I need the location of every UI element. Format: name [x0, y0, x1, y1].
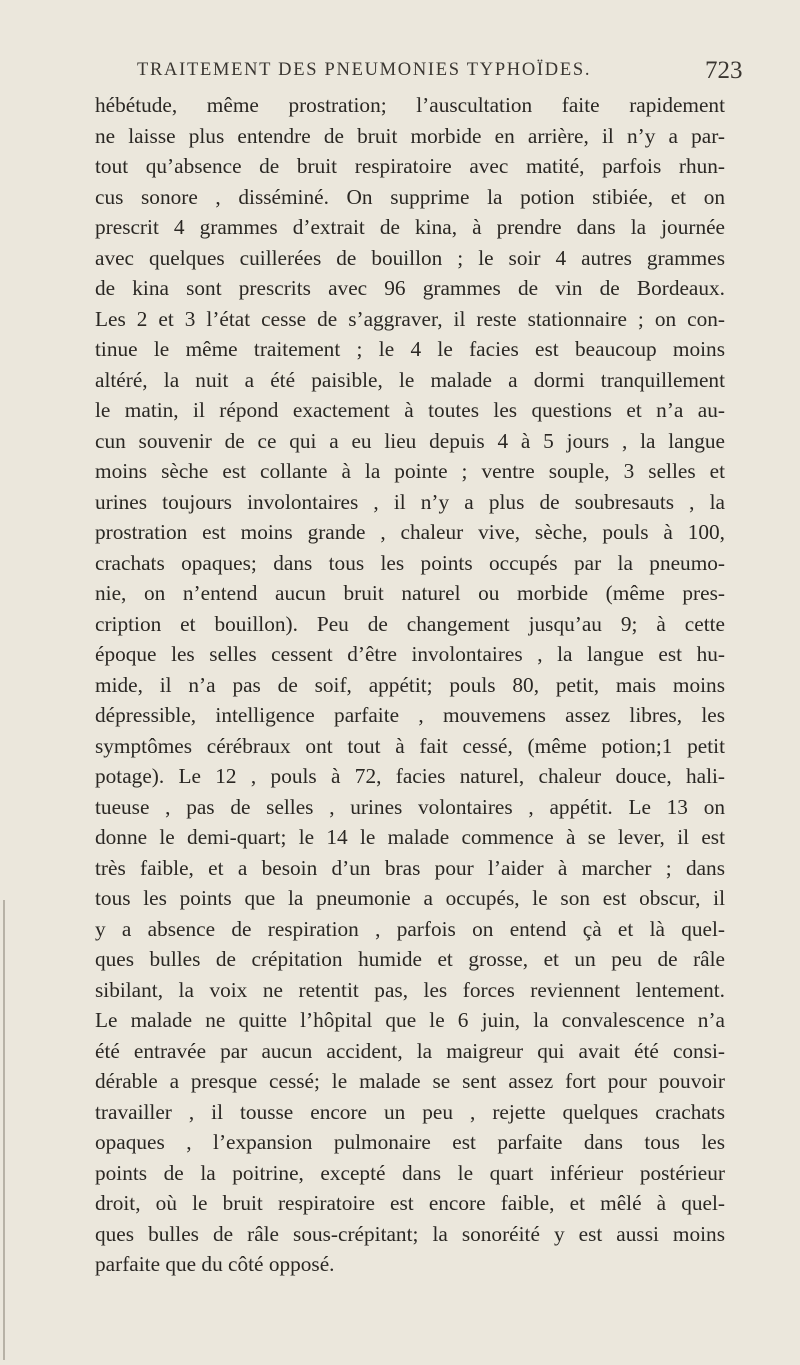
text-line: nie, on n’entend aucun bruit naturel ou morbide (même pres-	[95, 581, 725, 605]
text-line: hébétude, même prostration; l’auscultation faite rapidement	[95, 93, 725, 117]
text-line: cus sonore , disséminé. On supprime la potion stibiée, et on	[95, 184, 725, 209]
text-line: cun souvenir de ce qui a eu lieu depuis 4 à 5 jours , la langue	[95, 428, 725, 453]
text-line: très faible, et a besoin d’un bras pour l’aider à marcher ; dans	[95, 855, 725, 880]
text-line: urines toujours involontaires , il n’y a plus de soubresauts , la	[95, 489, 725, 514]
text-line: époque les selles cessent d’être involontaires , la langue est hu-	[95, 642, 725, 666]
text-line: ques bulles de crépitation humide et grosse, et un peu de râle	[95, 947, 725, 971]
text-line: avec quelques cuillerées de bouillon ; le soir 4 autres grammes	[95, 245, 725, 270]
text-line: prescrit 4 grammes d’extrait de kina, à prendre dans la journée	[95, 215, 725, 239]
text-line: tinue le même traitement ; le 4 le facies est beaucoup moins	[95, 337, 725, 361]
text-line: tous les points que la pneumonie a occupés, le son est obscur, il	[95, 886, 725, 910]
text-line: dérable a presque cessé; le malade se sent assez fort pour pouvoir	[95, 1069, 725, 1093]
text-line: dépressible, intelligence parfaite , mouvemens assez libres, les	[95, 703, 725, 727]
text-line: le matin, il répond exactement à toutes les questions et n’a au-	[95, 398, 725, 422]
text-line: été entravée par aucun accident, la maigreur qui avait été consi-	[95, 1038, 725, 1063]
page-number: 723	[705, 57, 743, 84]
text-line: mide, il n’a pas de soif, appétit; pouls 80, petit, mais moins	[95, 672, 725, 697]
page-edge-shadow	[3, 900, 5, 1360]
text-line: de kina sont prescrits avec 96 grammes de vin de Bordeaux.	[95, 276, 725, 300]
text-line: prostration est moins grande , chaleur vive, sèche, pouls à 100,	[95, 520, 725, 544]
text-line: Les 2 et 3 l’état cesse de s’aggraver, il reste stationnaire ; on con-	[95, 306, 725, 331]
text-line: y a absence de respiration , parfois on entend çà et là quel-	[95, 916, 725, 941]
text-line: cription et bouillon). Peu de changement jusqu’au 9; à cette	[95, 611, 725, 636]
text-line: ne laisse plus entendre de bruit morbide en arrière, il n’y a par-	[95, 123, 725, 148]
text-line: opaques , l’expansion pulmonaire est parfaite dans tous les	[95, 1130, 725, 1154]
body-text	[95, 90, 725, 1280]
text-line: crachats opaques; dans tous les points occupés par la pneumo-	[95, 550, 725, 575]
running-title: TRAITEMENT DES PNEUMONIES TYPHOÏDES.	[137, 60, 592, 80]
text-line: donne le demi-quart; le 14 le malade commence à se lever, il est	[95, 825, 725, 849]
text-line: parfaite que du côté opposé.	[95, 1252, 335, 1276]
text-line: points de la poitrine, excepté dans le quart inférieur postérieur	[95, 1160, 725, 1185]
text-line: travailler , il tousse encore un peu , rejette quelques crachats	[95, 1099, 725, 1124]
text-line: potage). Le 12 , pouls à 72, facies naturel, chaleur douce, hali-	[95, 764, 725, 788]
text-line: symptômes cérébraux ont tout à fait cessé, (même potion;1 petit	[95, 733, 725, 758]
text-line: Le malade ne quitte l’hôpital que le 6 juin, la convalescence n’a	[95, 1008, 725, 1032]
text-line: droit, où le bruit respiratoire est encore faible, et mêlé à quel-	[95, 1191, 725, 1215]
text-line: moins sèche est collante à la pointe ; ventre souple, 3 selles et	[95, 459, 725, 483]
text-line: tout qu’absence de bruit respiratoire avec matité, parfois rhun-	[95, 154, 725, 178]
text-line: altéré, la nuit a été paisible, le malade a dormi tranquillement	[95, 367, 725, 392]
text-line: sibilant, la voix ne retentit pas, les forces reviennent lentement.	[95, 977, 725, 1002]
text-line: ques bulles de râle sous-crépitant; la sonoréité y est aussi moins	[95, 1221, 725, 1246]
text-line: tueuse , pas de selles , urines volontaires , appétit. Le 13 on	[95, 794, 725, 819]
